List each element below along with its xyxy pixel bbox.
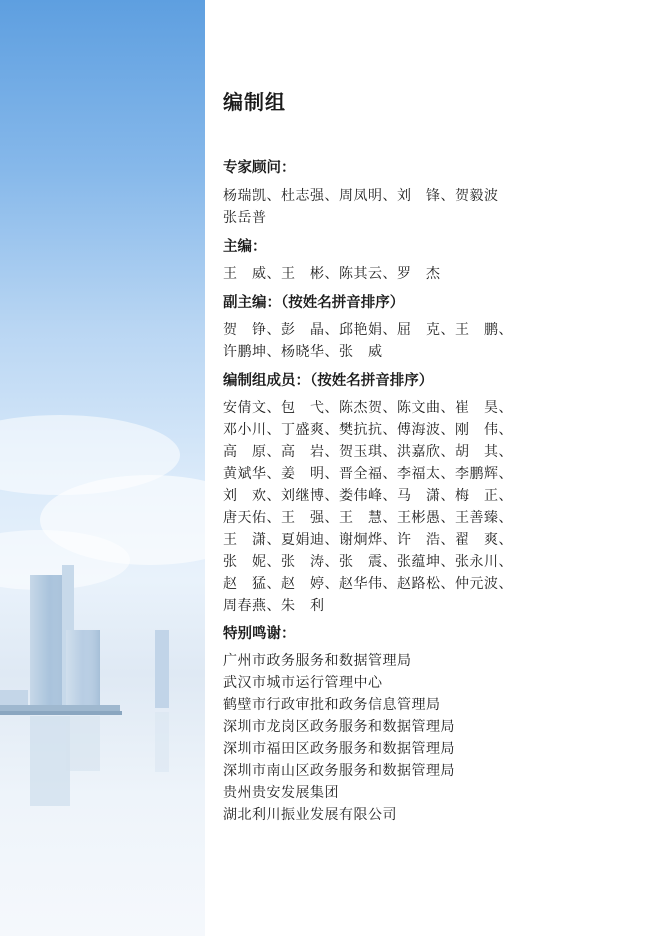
members-line: 王 潇、夏娟迪、谢炯烨、许 浩、翟 爽、	[223, 532, 513, 548]
members-line: 周春燕、朱 利	[223, 598, 325, 614]
members-line: 张 妮、张 涛、张 震、张蕴坤、张永川、	[223, 554, 513, 570]
thanks-org: 深圳市福田区政务服务和数据管理局	[223, 741, 455, 757]
thanks-org: 贵州贵安发展集团	[223, 785, 339, 801]
thanks-org: 深圳市龙岗区政务服务和数据管理局	[223, 719, 455, 735]
members-line: 安倩文、包 弋、陈杰贺、陈文曲、崔 昊、	[223, 400, 513, 416]
chief-editor-label: 主编：	[223, 239, 267, 255]
members-line: 唐天佑、王 强、王 慧、王彬愚、王善臻、	[223, 510, 513, 526]
deputy-editors-label: 副主编：（按姓名拼音排序）	[223, 295, 405, 311]
city-skyline-illustration	[0, 0, 205, 936]
thanks-org: 广州市政务服务和数据管理局	[223, 653, 412, 669]
members-label: 编制组成员：（按姓名拼音排序）	[223, 373, 434, 389]
deputy-editors-line: 许鹏坤、杨晓华、张 威	[223, 344, 383, 360]
members-line: 刘 欢、刘继博、娄伟峰、马 潇、梅 正、	[223, 488, 513, 504]
advisors-line: 杨瑞凯、杜志强、周凤明、刘 锋、贺毅波	[223, 188, 499, 204]
members-line: 黄斌华、姜 明、晋全福、李福太、李鹏辉、	[223, 466, 513, 482]
advisors-line: 张岳普	[223, 210, 267, 226]
members-line: 赵 猛、赵 婷、赵华伟、赵路松、仲元波、	[223, 576, 513, 592]
page-title: 编制组	[223, 90, 286, 114]
chief-editor-line: 王 威、王 彬、陈其云、罗 杰	[223, 266, 441, 282]
deputy-editors-line: 贺 铮、彭 晶、邱艳娟、屈 克、王 鹏、	[223, 322, 513, 338]
advisors-label: 专家顾问：	[223, 160, 296, 176]
members-line: 邓小川、丁盛爽、樊抗抗、傅海波、刚 伟、	[223, 422, 513, 438]
members-line: 高 原、高 岩、贺玉琪、洪嘉欣、胡 其、	[223, 444, 513, 460]
thanks-label: 特别鸣谢：	[223, 626, 296, 642]
thanks-org: 武汉市城市运行管理中心	[223, 675, 383, 691]
thanks-org: 鹤壁市行政审批和政务信息管理局	[223, 697, 441, 713]
cover-side-image	[0, 0, 205, 936]
thanks-org: 深圳市南山区政务服务和数据管理局	[223, 763, 455, 779]
thanks-org: 湖北利川振业发展有限公司	[223, 807, 397, 823]
